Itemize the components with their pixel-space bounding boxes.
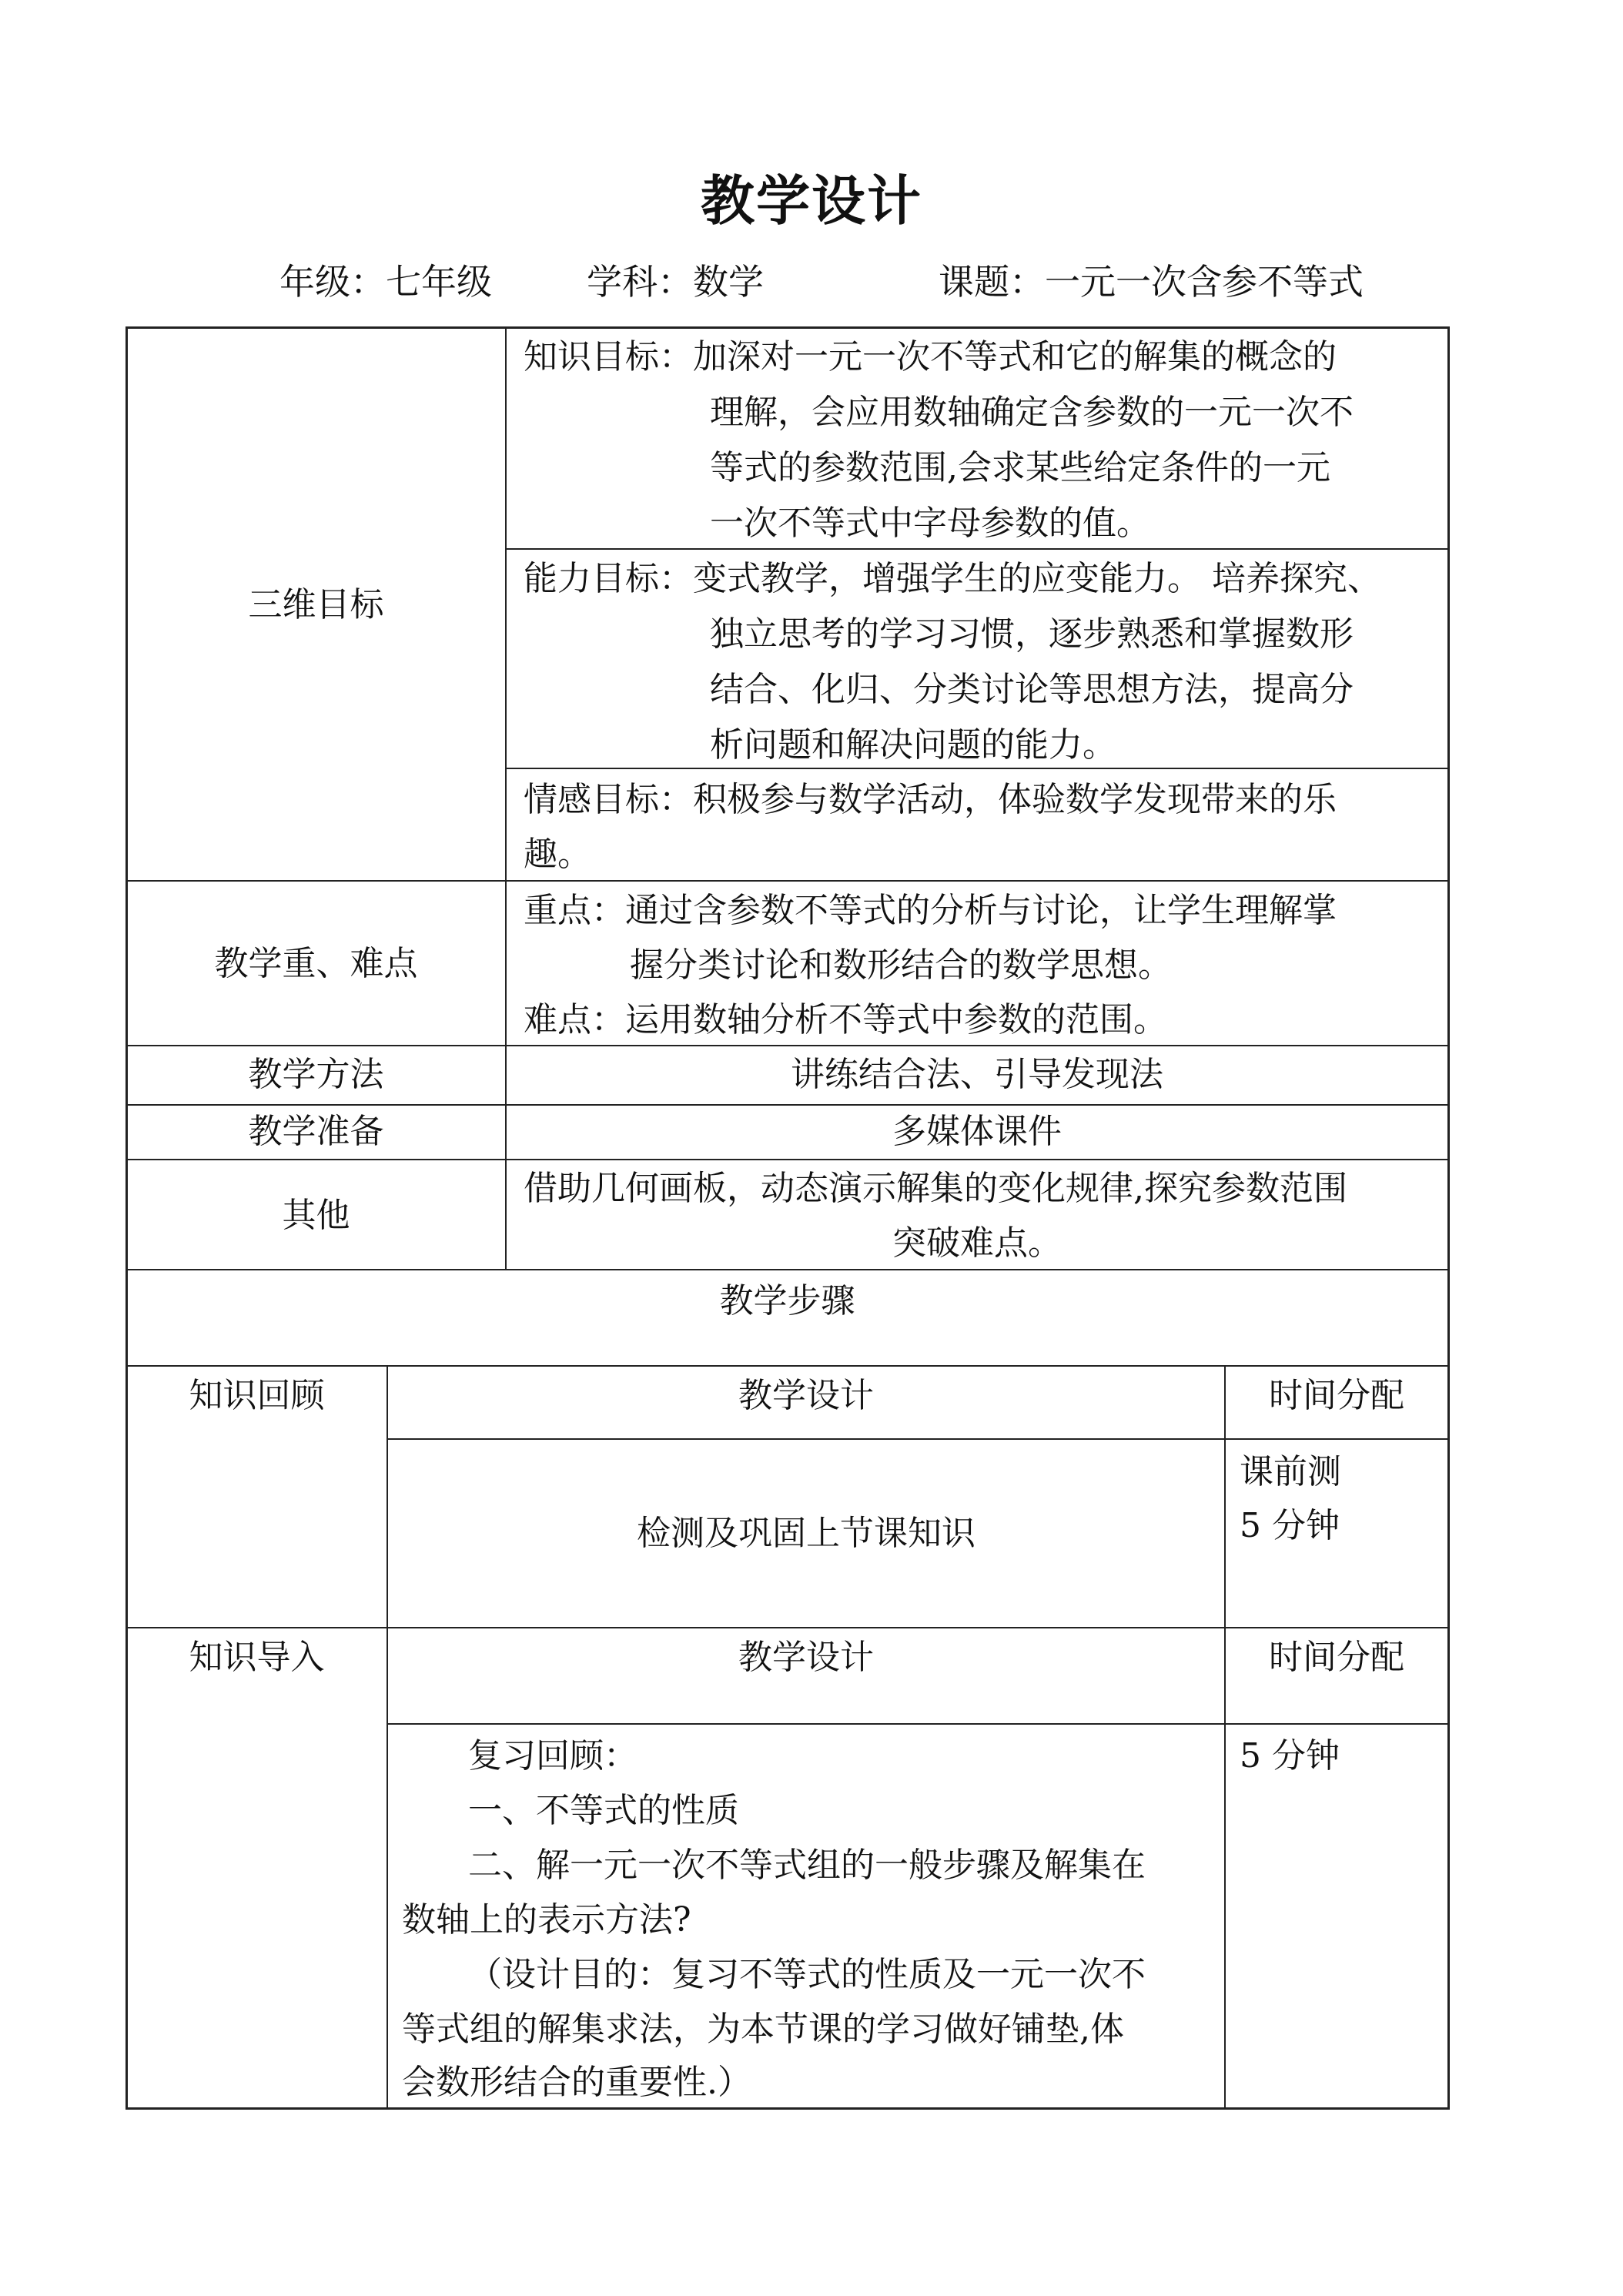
ability-goal-line: 结合、化归、分类讨论等思想方法，提高分 — [710, 670, 1354, 709]
review-content: 检测及巩固上节课知识 — [637, 1514, 975, 1553]
intro-design-header: 教学设计 — [738, 1638, 874, 1677]
other-line: 突破难点。 — [892, 1223, 1062, 1263]
review-time-header: 时间分配 — [1269, 1376, 1404, 1415]
emotion-goal-line: 情感目标：积极参与数学活动，体验数学发现带来的乐 — [524, 780, 1337, 819]
other-label: 其他 — [282, 1196, 350, 1235]
review-time: 课前测 — [1240, 1452, 1341, 1491]
intro-line: 一、不等式的性质 — [468, 1791, 739, 1830]
review-label: 知识回顾 — [189, 1376, 325, 1415]
subject-label: 学科：数学 — [587, 261, 764, 303]
steps-header: 教学步骤 — [719, 1281, 855, 1320]
intro-line: 等式组的解集求法，为本节课的学习做好铺垫,体 — [402, 2010, 1124, 2049]
method-label: 教学方法 — [248, 1055, 384, 1094]
key-points-label: 教学重、难点 — [214, 944, 418, 983]
review-design-header: 教学设计 — [738, 1376, 874, 1415]
ability-goal-line: 析问题和解决问题的能力。 — [710, 725, 1116, 765]
topic-label: 课题：一元一次含参不等式 — [939, 261, 1364, 303]
preparation-value: 多媒体课件 — [892, 1112, 1062, 1151]
difficulty-line: 难点：运用数轴分析不等式中参数的范围。 — [524, 1000, 1167, 1039]
intro-line: （设计目的：复习不等式的性质及一元一次不 — [468, 1955, 1146, 1994]
intro-line: 二、解一元一次不等式组的一般步骤及解集在 — [468, 1846, 1146, 1885]
header-meta — [0, 254, 1623, 308]
knowledge-goal-line: 理解，会应用数轴确定含参数的一元一次不 — [710, 393, 1354, 432]
intro-line: 会数形结合的重要性.） — [402, 2063, 751, 2102]
key-point-line: 握分类讨论和数形结合的数学思想。 — [630, 946, 1172, 985]
ability-goal-line: 能力目标：变式教学，增强学生的应变能力。 培养探究、 — [524, 559, 1381, 598]
emotion-goal-line: 趣。 — [524, 835, 591, 874]
method-value: 讲练结合法、引导发现法 — [791, 1055, 1163, 1094]
knowledge-goal-line: 知识目标：加深对一元一次不等式和它的解集的概念的 — [524, 337, 1337, 377]
goals-label: 三维目标 — [248, 585, 384, 624]
key-point-line: 重点：通过含参数不等式的分析与讨论，让学生理解掌 — [524, 891, 1337, 930]
review-time: 5 分钟 — [1240, 1506, 1340, 1545]
intro-line: 复习回顾： — [468, 1736, 637, 1776]
grade-label: 年级：七年级 — [279, 261, 492, 303]
knowledge-goal-line: 一次不等式中字母参数的值。 — [710, 504, 1150, 543]
preparation-label: 教学准备 — [248, 1112, 384, 1151]
other-line: 借助几何画板，动态演示解集的变化规律,探究参数范围 — [524, 1169, 1347, 1208]
knowledge-goal-line: 等式的参数范围,会求某些给定条件的一元 — [710, 448, 1330, 487]
ability-goal-line: 独立思考的学习习惯，逐步熟悉和掌握数形 — [710, 614, 1354, 654]
intro-label: 知识导入 — [189, 1638, 325, 1677]
intro-time-header: 时间分配 — [1269, 1638, 1404, 1677]
intro-time: 5 分钟 — [1240, 1736, 1340, 1776]
intro-line: 数轴上的表示方法? — [402, 1900, 691, 1940]
page-title: 教学设计 — [701, 169, 922, 233]
